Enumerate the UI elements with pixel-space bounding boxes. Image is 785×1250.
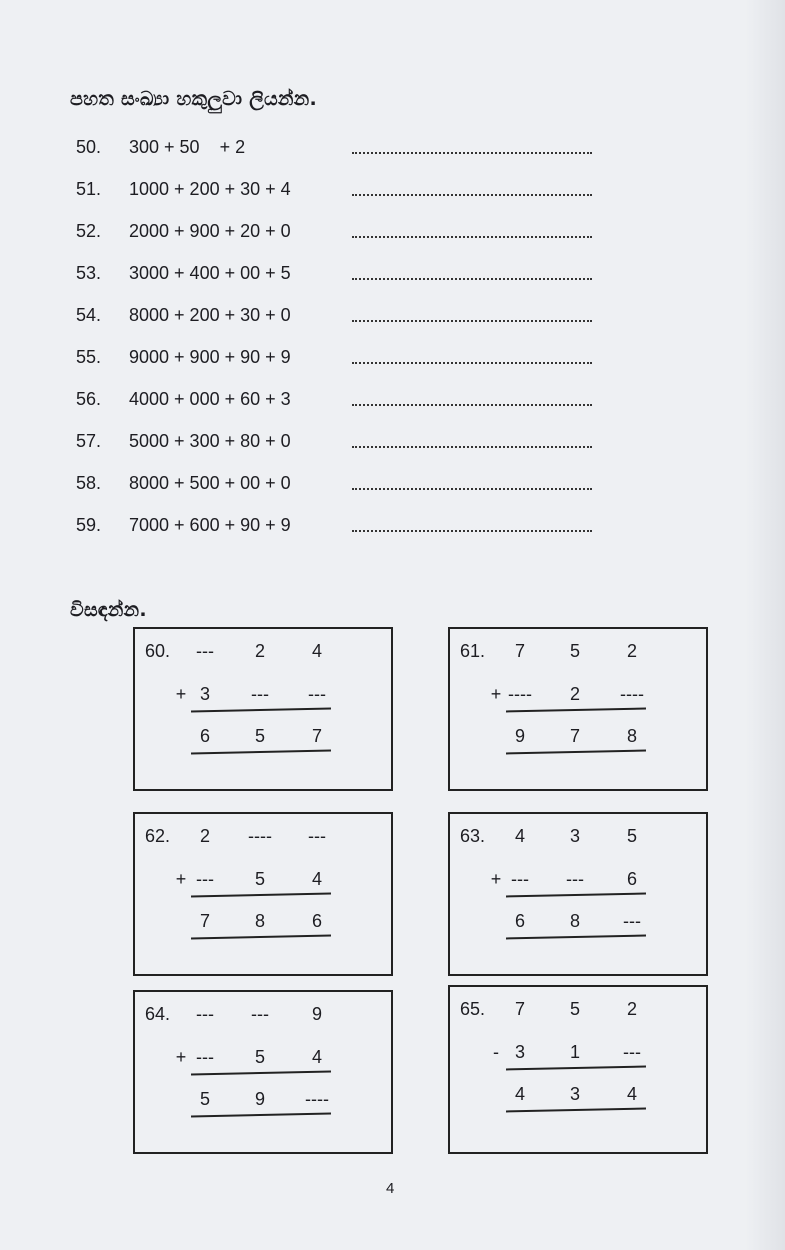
digit-hundreds-top: 2 [199, 826, 210, 846]
sum-line-top [191, 893, 331, 898]
digit-hundreds-mid[interactable]: ---- [508, 684, 532, 704]
digit-tens-mid: 5 [254, 869, 265, 889]
sum-line-top [191, 708, 331, 713]
exercise-expression: 300 + 50 + 2 [129, 137, 246, 157]
exercise-expression: 3000 + 400 + 00 + 5 [129, 263, 291, 283]
digit-hundreds-mid: 3 [514, 1042, 525, 1062]
sum-line-bottom [506, 750, 646, 755]
exercise-number: 52. [76, 221, 102, 241]
digit-ones-mid[interactable]: --- [308, 684, 326, 704]
exercise-expression: 7000 + 600 + 90 + 9 [129, 515, 291, 535]
digit-ones-top: 2 [626, 641, 637, 661]
exercise-expression: 1000 + 200 + 30 + 4 [129, 179, 291, 199]
sum-line-top [191, 1071, 331, 1076]
plus-sign: + [490, 869, 502, 889]
digit-hundreds-sum: 9 [514, 726, 525, 746]
exercise-row-53 [76, 263, 636, 293]
digit-ones-top: 5 [626, 826, 637, 846]
page-number: 4 [386, 1180, 395, 1197]
digit-tens-sum: 5 [254, 726, 265, 746]
answer-line[interactable] [352, 488, 592, 490]
digit-ones-mid: 6 [626, 869, 637, 889]
sum-line-bottom [191, 935, 331, 940]
problem-number: 61. [460, 641, 486, 661]
digit-tens-top[interactable]: --- [251, 1004, 269, 1024]
digit-hundreds-top[interactable]: --- [196, 1004, 214, 1024]
exercise-expression: 2000 + 900 + 20 + 0 [129, 221, 291, 241]
sum-line-bottom [191, 1113, 331, 1118]
digit-hundreds-sum: 6 [199, 726, 210, 746]
exercise-number: 57. [76, 431, 102, 451]
plus-sign: + [175, 684, 187, 704]
problem-box-65 [448, 985, 708, 1154]
digit-tens-mid: 1 [569, 1042, 580, 1062]
digit-ones-top[interactable]: --- [308, 826, 326, 846]
exercise-expression: 9000 + 900 + 90 + 9 [129, 347, 291, 367]
problem-number: 63. [460, 826, 486, 846]
difference-line-bottom [506, 1108, 646, 1113]
digit-tens-sum: 8 [569, 911, 580, 931]
exercise-row-55 [76, 347, 636, 377]
answer-line[interactable] [352, 404, 592, 406]
digit-tens-top: 3 [569, 826, 580, 846]
digit-tens-sum: 9 [254, 1089, 265, 1109]
exercise-row-50 [76, 137, 636, 167]
answer-line[interactable] [352, 152, 592, 154]
exercise-number: 58. [76, 473, 102, 493]
digit-ones-top: 4 [311, 641, 322, 661]
digit-ones-sum[interactable]: --- [623, 911, 641, 931]
digit-ones-mid[interactable]: ---- [620, 684, 644, 704]
digit-ones-mid: 4 [311, 1047, 322, 1067]
minus-sign: - [493, 1042, 499, 1062]
digit-tens-top: 5 [569, 641, 580, 661]
digit-ones-diff: 4 [626, 1084, 637, 1104]
digit-ones-mid[interactable]: --- [623, 1042, 641, 1062]
digit-tens-diff: 3 [569, 1084, 580, 1104]
digit-ones-sum: 7 [311, 726, 322, 746]
exercise-expression: 8000 + 500 + 00 + 0 [129, 473, 291, 493]
problem-box-63 [448, 812, 708, 976]
exercise-expression: 5000 + 300 + 80 + 0 [129, 431, 291, 451]
section-heading-solve: විසඳන්න. [70, 599, 147, 621]
exercise-row-59 [76, 515, 636, 545]
exercise-number: 59. [76, 515, 102, 535]
difference-line-top [506, 1066, 646, 1071]
page-edge-shadow [745, 0, 785, 1250]
digit-ones-sum[interactable]: ---- [305, 1089, 329, 1109]
digit-hundreds-top: 7 [514, 641, 525, 661]
digit-ones-sum: 6 [311, 911, 322, 931]
digit-tens-mid: 2 [569, 684, 580, 704]
digit-hundreds-mid: 3 [199, 684, 210, 704]
exercise-row-52 [76, 221, 636, 251]
digit-tens-mid: 5 [254, 1047, 265, 1067]
digit-tens-mid[interactable]: --- [566, 869, 584, 889]
digit-hundreds-sum: 5 [199, 1089, 210, 1109]
digit-hundreds-top: 7 [514, 999, 525, 1019]
problem-box-64 [133, 990, 393, 1154]
digit-tens-top[interactable]: ---- [248, 826, 272, 846]
exercise-number: 54. [76, 305, 102, 325]
exercise-row-56 [76, 389, 636, 419]
digit-hundreds-sum: 6 [514, 911, 525, 931]
answer-line[interactable] [352, 194, 592, 196]
section-heading-condense: පහත සංඛ්‍යා හකුලුවා ලියන්න. [70, 88, 317, 110]
digit-hundreds-diff: 4 [514, 1084, 525, 1104]
exercise-expression: 4000 + 000 + 60 + 3 [129, 389, 291, 409]
exercise-row-57 [76, 431, 636, 461]
plus-sign: + [175, 1047, 187, 1067]
plus-sign: + [490, 684, 502, 704]
plus-sign: + [175, 869, 187, 889]
exercise-number: 55. [76, 347, 102, 367]
answer-line[interactable] [352, 362, 592, 364]
sum-line-top [506, 708, 646, 713]
answer-line[interactable] [352, 446, 592, 448]
digit-tens-sum: 8 [254, 911, 265, 931]
answer-line[interactable] [352, 320, 592, 322]
digit-tens-top: 5 [569, 999, 580, 1019]
sum-line-bottom [191, 750, 331, 755]
sum-line-bottom [506, 935, 646, 940]
exercise-row-54 [76, 305, 636, 335]
problem-number: 62. [145, 826, 171, 846]
digit-tens-sum: 7 [569, 726, 580, 746]
exercise-row-51 [76, 179, 636, 209]
digit-ones-top: 2 [626, 999, 637, 1019]
problem-box-62 [133, 812, 393, 976]
digit-hundreds-mid[interactable]: --- [196, 869, 214, 889]
exercise-number: 51. [76, 179, 102, 199]
problem-box-60 [133, 627, 393, 791]
digit-hundreds-top: 4 [514, 826, 525, 846]
digit-ones-mid: 4 [311, 869, 322, 889]
sum-line-top [506, 893, 646, 898]
problem-number: 60. [145, 641, 171, 661]
exercise-row-58 [76, 473, 636, 503]
digit-hundreds-mid[interactable]: --- [196, 1047, 214, 1067]
digit-hundreds-sum: 7 [199, 911, 210, 931]
digit-ones-top: 9 [311, 1004, 322, 1024]
problem-number: 64. [145, 1004, 171, 1024]
digit-ones-sum: 8 [626, 726, 637, 746]
exercise-number: 53. [76, 263, 102, 283]
digit-tens-top: 2 [254, 641, 265, 661]
exercise-number: 56. [76, 389, 102, 409]
digit-hundreds-mid[interactable]: --- [511, 869, 529, 889]
problem-box-61 [448, 627, 708, 791]
answer-line[interactable] [352, 236, 592, 238]
answer-line[interactable] [352, 278, 592, 280]
digit-hundreds-top[interactable]: --- [196, 641, 214, 661]
exercise-expression: 8000 + 200 + 30 + 0 [129, 305, 291, 325]
problem-number: 65. [460, 999, 486, 1019]
exercise-number: 50. [76, 137, 102, 157]
digit-tens-mid[interactable]: --- [251, 684, 269, 704]
answer-line[interactable] [352, 530, 592, 532]
